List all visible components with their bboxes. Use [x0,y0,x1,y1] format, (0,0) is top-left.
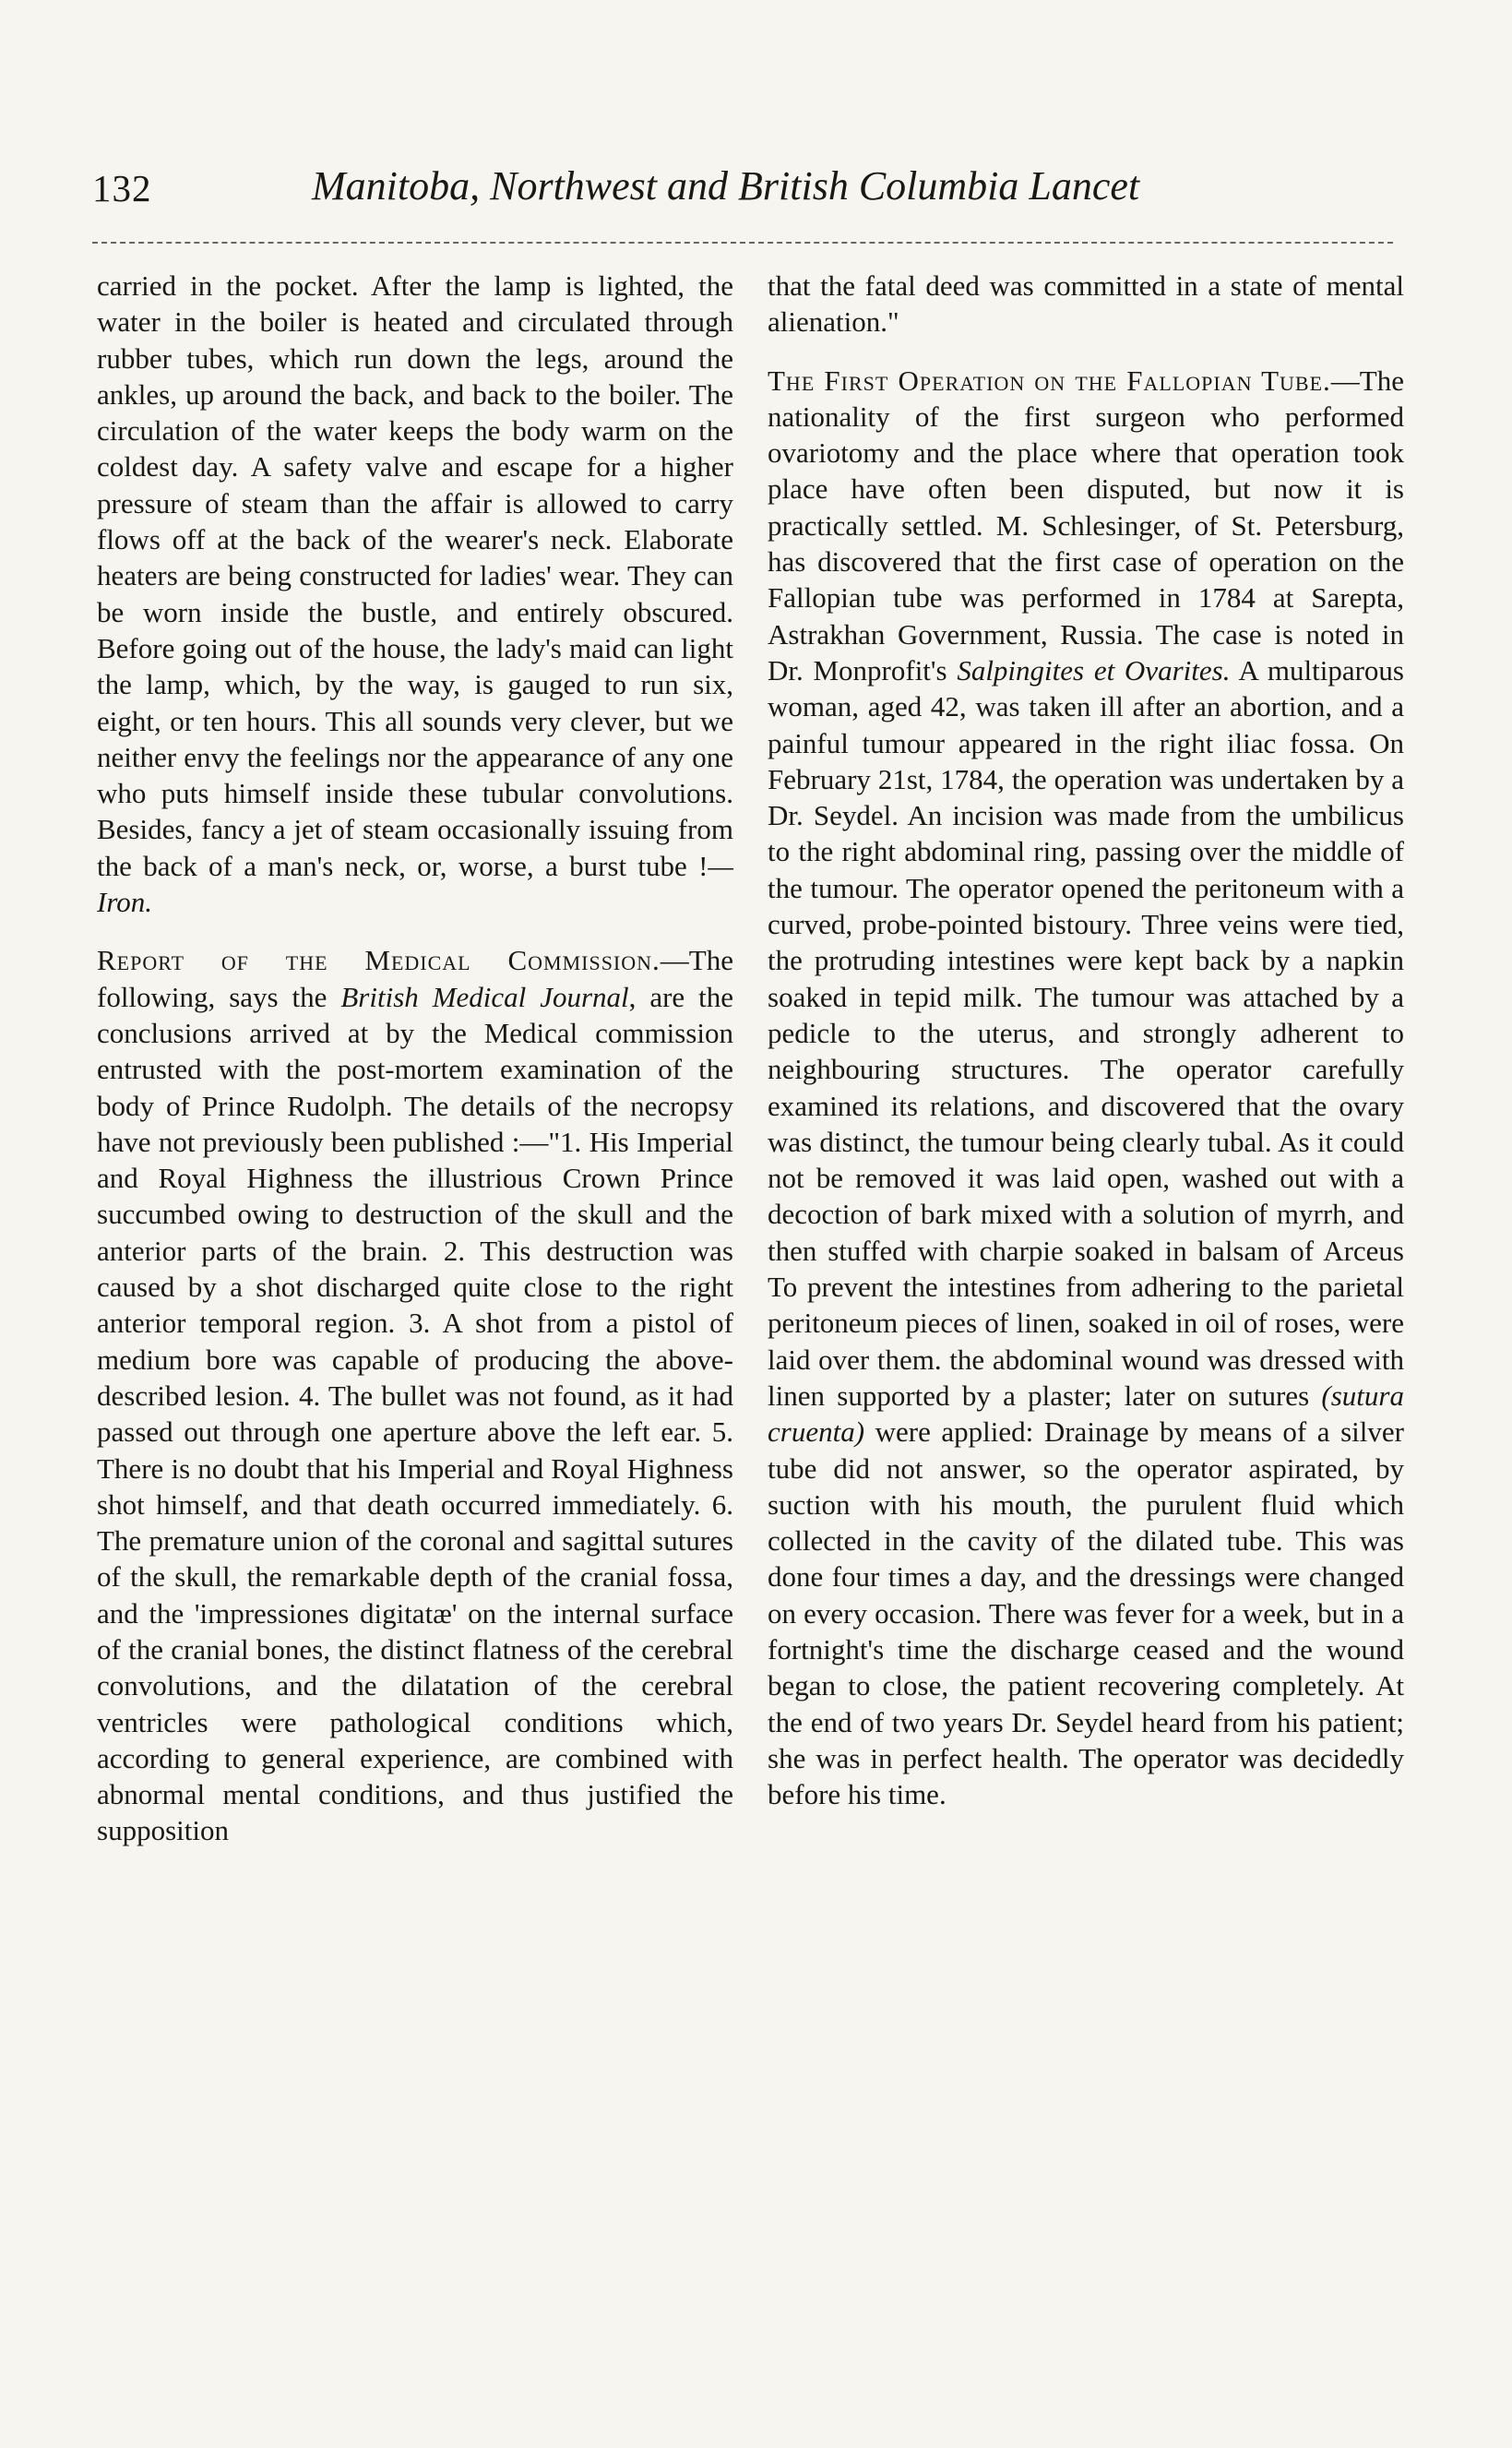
report-paragraph [97,942,733,1848]
fallopian-book-title: Salpingites et Ovarites. [957,653,1231,687]
report-heading: Report of the Medical Commission. [97,944,661,977]
fallopian-body-1: —The nationality of the first surgeon who performed ovariotomy and the place where that operation took place have often been disputed, but now it is practically settled. M. Schlesinger, of St. Petersburg, has discovered that the first case of operation on the Fallopian tube was performed in 1784 at Sarepta, Astrakhan Government, Russia. The case is noted in Dr. Monprofit's [768,364,1404,687]
paragraph-gap [97,920,733,942]
continuation-source: —Iron. [97,849,733,919]
fallopian-body-2: A multiparous woman, aged 42, was taken ill after an abortion, and a painful tumour appeared in the right iliac fossa. On February 21st, 1784, the operation was undertaken by a Dr. Seydel. An incision was made from the umbilicus to the right abdominal ring, passing over the middle of the tumour. The operator opened the peritoneum with a curved, probe-pointed bistoury. Three veins were tied, the protruding intestines were kept back by a napkin soaked in tepid milk. The tumour was attached by a pedicle to the uterus, and strongly adherent to neighbouring structures. The operator carefully examined its relations, and discovered that the ovary was distinct, the tumour being clearly tubal. As it could not be removed it was laid open, washed out with a decoction of bark mixed with a solution of myrrh, and then stuffed with charpie soaked in balsam of Arceus To prevent the intestines from adhering to the parietal peritoneum pieces of linen, soaked in oil of roses, were laid over them. the abdominal wound was dressed with linen supported by a plaster; later on sutures [768,653,1404,1412]
fallopian-paragraph [768,363,1404,1813]
continuation-paragraph [97,268,733,920]
page-number: 132 [92,167,152,209]
right-column [768,268,1404,1812]
running-title: Manitoba, Northwest and British Columbia Lancet [312,163,1140,209]
header-rule [92,242,1393,244]
continuation-text: carried in the pocket. After the lamp is lighted, the water in the boiler is heated and circulated through rubber tubes, which run down the legs, around the ankles, up around the back, and back to the boiler. The circulation of the water keeps the body warm on the coldest day. A safety valve and escape for a higher pressure of steam than the affair is allowed to carry flows off at the back of the wearer's neck. Elaborate heaters are being constructed for ladies' wear. They can be worn inside the bustle, and entirely obscured. Before going out of the house, the lady's maid can light the lamp, which, by the way, is gauged to run six, eight, or ten hours. This all sounds very clever, but we neither envy the feelings nor the appearance of any one who puts himself inside these tubular convolutions. Besides, fancy a jet of steam occasionally issuing from the back of a man's neck, or, worse, a burst tube ! [97,269,733,882]
left-column [97,268,733,1849]
report-body: , are the conclusions arrived at by the Medical commission entrusted with the post-mortem examination of the body of Prince Rudolph. The details of the necropsy have not previously been published :—"1. His Imperial and Royal Highness the illustrious Crown Prince succumbed owing to destruction of the skull and the anterior parts of the brain. 2. This destruction was caused by a shot discharged quite close to the right anterior temporal region. 3. A shot from a pistol of medium bore was capable of producing the above-described lesion. 4. The bullet was not found, as it had passed out through one aperture above the left ear. 5. There is no doubt that his Imperial and Royal Highness shot himself, and that death occurred immediately. 6. The premature union of the coronal and sagittal sutures of the skull, the remarkable depth of the cranial fossa, and the 'impressiones digitatæ' on the internal surface of the cranial bones, the distinct flatness of the cerebral convolutions, and the dilatation of the cerebral ventricles were pathological conditions which, according to general experience, are combined with abnormal mental conditions, and thus justified the supposition [97,980,733,1847]
fallopian-suture-term: (sutura cruenta) [768,1379,1404,1449]
report-intro: —The following, says the [97,944,733,1013]
report-end-paragraph [768,268,1404,340]
page-header [92,159,1402,233]
report-end: that the fatal deed was committed in a state of mental alienation." [768,269,1404,339]
paragraph-gap [768,340,1404,363]
fallopian-heading: The First Operation on the Fallopian Tube. [768,364,1331,397]
fallopian-body-3: were applied: Drainage by means of a silver tube did not answer, so the operator aspirated, by suction with his mouth, the purulent fluid which collected in the cavity of the dilated tube. This was done four times a day, and the dressings were changed on every occasion. There was fever for a week, but in a fortnight's time the discharge ceased and the wound began to close, the patient recovering completely. At the end of two years Dr. Seydel heard from his patient; she was in perfect health. The operator was decidedly before his time. [768,1415,1404,1811]
report-journal-title: British Medical Journal [340,980,629,1013]
